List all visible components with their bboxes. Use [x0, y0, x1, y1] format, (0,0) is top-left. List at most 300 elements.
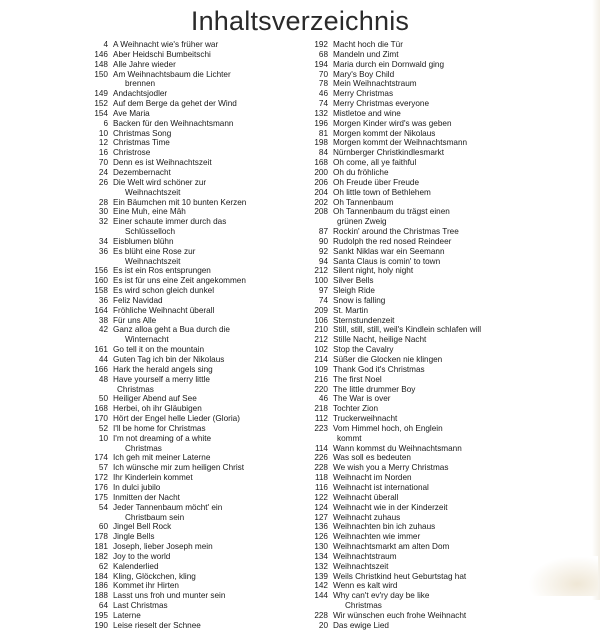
toc-song-title: Oh come, all ye faithful	[333, 158, 417, 168]
toc-entry	[306, 581, 506, 591]
toc-page-number: 102	[314, 345, 328, 355]
toc-song-title: Eisblumen blühn	[113, 236, 174, 246]
toc-entry	[86, 89, 304, 99]
toc-page-number: 6	[103, 118, 108, 128]
toc-page-number	[86, 257, 113, 267]
toc-page-number: 130	[314, 542, 328, 552]
toc-song-title: Christmas Time	[113, 138, 170, 148]
toc-song-title: Jeder Tannenbaum möcht' ein	[113, 502, 223, 512]
toc-entry	[306, 257, 506, 267]
toc-song-title: Wir wünschen euch frohe Weihnacht	[333, 610, 467, 620]
toc-song-title: Oh Tannenbaum du trägst einen	[333, 207, 450, 217]
toc-entry	[306, 552, 506, 562]
toc-page-number: 192	[314, 40, 328, 49]
toc-entry	[86, 365, 304, 375]
toc-song-title: Thank God it's Christmas	[333, 364, 425, 374]
toc-entry-continuation	[86, 257, 304, 267]
toc-entry	[86, 129, 304, 139]
toc-song-title: Weihnachtszeit	[333, 561, 389, 571]
toc-entry	[306, 237, 506, 247]
toc-song-title: In dulci jubilo	[113, 482, 161, 492]
toc-song-title: Lasst uns froh und munter sein	[113, 591, 226, 601]
toc-entry	[86, 276, 304, 286]
toc-song-title: Weihnacht wie in der Kinderzeit	[333, 502, 448, 512]
toc-page-number: 175	[94, 492, 108, 502]
toc-page-number: 12	[98, 138, 108, 148]
toc-entry	[306, 198, 506, 208]
toc-entry	[306, 109, 506, 119]
toc-entry	[86, 552, 304, 562]
toc-song-title: Es ist ein Ros entsprungen	[113, 266, 211, 276]
toc-page-number: 156	[94, 266, 108, 276]
toc-song-title: Es wird schon gleich dunkel	[113, 286, 215, 296]
toc-entry	[86, 355, 304, 365]
toc-entry	[306, 40, 506, 50]
toc-page-number: 84	[318, 148, 328, 158]
toc-entry	[86, 266, 304, 276]
toc-entry-continuation	[86, 444, 304, 454]
toc-page-number: 184	[94, 571, 108, 581]
toc-entry	[306, 572, 506, 582]
toc-page-number: 164	[94, 305, 108, 315]
toc-entry	[306, 70, 506, 80]
toc-song-title: Christmas	[117, 384, 154, 394]
toc-entry	[86, 345, 304, 355]
toc-page-number: 70	[318, 69, 328, 79]
toc-song-title: Rudolph the red nosed Reindeer	[333, 236, 452, 246]
toc-song-title: Silver Bells	[333, 276, 374, 286]
toc-song-title: Guten Tag ich bin der Nikolaus	[113, 355, 225, 364]
toc-page-number: 36	[98, 246, 108, 256]
toc-song-title: Oh little town of Bethlehem	[333, 187, 431, 197]
toc-page-number: 52	[98, 423, 108, 433]
toc-page-number: 154	[94, 108, 108, 118]
toc-entry	[306, 79, 506, 89]
toc-page-number: 223	[314, 423, 328, 433]
toc-song-title: Mary's Boy Child	[333, 69, 395, 79]
toc-song-title: Silent night, holy night	[333, 266, 414, 276]
toc-page-number: 196	[314, 118, 328, 128]
toc-entry	[86, 621, 304, 631]
toc-entry	[86, 453, 304, 463]
toc-entry	[86, 532, 304, 542]
toc-song-title: Ganz alloa geht a Bua durch die	[113, 325, 230, 335]
toc-song-title: Truckerweihnacht	[333, 414, 398, 424]
toc-song-title: Morgen kommt der Nikolaus	[333, 128, 436, 138]
page-title: Inhaltsverzeichnis	[190, 6, 410, 36]
toc-song-title: Weihnachtszeit	[125, 187, 181, 197]
toc-page-number: 127	[314, 512, 328, 522]
toc-entry	[306, 188, 506, 198]
toc-page-number: 150	[94, 69, 108, 79]
toc-song-title: Andachtsjodler	[113, 89, 168, 99]
toc-song-title: Jingle Bells	[113, 532, 155, 542]
toc-page-number: 112	[314, 414, 328, 424]
toc-entry	[306, 473, 506, 483]
toc-entry-continuation	[86, 188, 304, 198]
toc-page-number: 149	[94, 89, 108, 99]
toc-song-title: St. Martin	[333, 305, 369, 315]
toc-page-number: 16	[98, 148, 108, 158]
toc-entry	[306, 424, 506, 434]
toc-song-title: Christrose	[113, 148, 151, 158]
toc-entry	[306, 404, 506, 414]
toc-page-number: 28	[98, 197, 108, 207]
toc-song-title: The little drummer Boy	[333, 384, 416, 394]
toc-page-number	[306, 601, 333, 611]
toc-song-title: Weihnacht im Norden	[333, 473, 412, 483]
toc-page-number: 87	[318, 227, 328, 237]
toc-page-number: 161	[94, 345, 108, 355]
toc-page-number	[86, 335, 113, 345]
toc-page-number: 200	[314, 167, 328, 177]
toc-entry	[306, 385, 506, 395]
toc-entry	[86, 217, 304, 227]
toc-song-title: Sternstundenzeit	[333, 315, 395, 325]
toc-song-title: Was soll es bedeuten	[333, 453, 411, 463]
toc-entry	[306, 178, 506, 188]
toc-page-number: 146	[94, 49, 108, 59]
toc-page-number: 70	[98, 158, 108, 168]
toc-entry	[306, 168, 506, 178]
toc-page-number: 228	[314, 463, 328, 473]
toc-song-title: Weihnachten bin ich zuhaus	[333, 522, 436, 532]
toc-entry	[86, 198, 304, 208]
toc-entry	[86, 493, 304, 503]
toc-entry-continuation	[306, 217, 506, 227]
toc-entry	[86, 375, 304, 385]
toc-page-number: 190	[94, 620, 108, 630]
toc-page-number: 118	[314, 473, 328, 483]
toc-song-title: Joseph, lieber Joseph mein	[113, 542, 213, 552]
toc-entry	[306, 463, 506, 473]
toc-page-number: 116	[314, 482, 328, 492]
toc-page-number	[306, 217, 333, 227]
toc-page-number: 90	[318, 236, 328, 246]
toc-song-title: Herbei, oh ihr Gläubigen	[113, 404, 202, 414]
toc-song-title: Alle Jahre wieder	[113, 59, 176, 69]
toc-page-number: 228	[314, 610, 328, 620]
toc-entry-continuation	[86, 79, 304, 89]
toc-song-title: Stop the Cavalry	[333, 345, 394, 355]
toc-page-number: 220	[314, 384, 328, 394]
toc-song-title: Kalenderlied	[113, 561, 159, 571]
toc-page-number: 36	[98, 295, 108, 305]
toc-page-number: 124	[314, 502, 328, 512]
toc-entry	[86, 581, 304, 591]
toc-entry	[306, 355, 506, 365]
toc-page-number: 42	[98, 325, 108, 335]
toc-page-number: 212	[314, 266, 328, 276]
toc-song-title: Die Welt wird schöner zur	[113, 177, 207, 187]
toc-page-number: 100	[314, 276, 328, 286]
toc-page-number: 139	[314, 571, 328, 581]
toc-entry	[86, 483, 304, 493]
toc-page-number: 20	[318, 620, 328, 630]
toc-entry	[86, 237, 304, 247]
toc-song-title: Feliz Navidad	[113, 295, 163, 305]
toc-page-number: 195	[94, 610, 108, 620]
toc-song-title: Have yourself a merry little	[113, 374, 210, 384]
toc-page-number: 78	[318, 79, 328, 89]
toc-page-number: 46	[318, 89, 328, 99]
toc-entry	[306, 513, 506, 523]
toc-song-title: Christmas	[345, 601, 382, 611]
toc-song-title: Denn es ist Weihnachtszeit	[113, 158, 212, 168]
toc-page-number: 26	[98, 177, 108, 187]
toc-song-title: Last Christmas	[113, 601, 168, 611]
toc-song-title: Merry Christmas everyone	[333, 99, 429, 109]
toc-song-title: Es ist für uns eine Zeit angekommen	[113, 276, 246, 286]
toc-page-number: 34	[98, 236, 108, 246]
toc-song-title: Christmas Song	[113, 128, 172, 138]
toc-page-number: 106	[314, 315, 328, 325]
toc-entry	[86, 473, 304, 483]
toc-page-number: 181	[94, 542, 108, 552]
toc-page-number: 178	[94, 532, 108, 542]
toc-entry	[86, 60, 304, 70]
toc-entry	[306, 453, 506, 463]
toc-entry	[86, 434, 304, 444]
toc-song-title: Sleigh Ride	[333, 286, 375, 296]
toc-song-title: kommt	[337, 433, 362, 443]
toc-page-number: 212	[314, 335, 328, 345]
toc-page-number: 81	[318, 128, 328, 138]
toc-page-number: 206	[314, 177, 328, 187]
toc-page-number	[86, 444, 113, 454]
toc-song-title: Weils Christkind heut Geburtstag hat	[333, 571, 467, 581]
toc-entry	[306, 306, 506, 316]
toc-entry	[306, 119, 506, 129]
toc-song-title: Weihnachten wie immer	[333, 532, 421, 542]
toc-page-number: 172	[94, 473, 108, 483]
toc-entry	[306, 158, 506, 168]
toc-entry-continuation	[86, 513, 304, 523]
toc-song-title: Christbaum sein	[125, 512, 185, 522]
toc-entry	[306, 532, 506, 542]
toc-page-number: 74	[318, 295, 328, 305]
toc-page-number	[306, 434, 333, 444]
toc-song-title: Dezembernacht	[113, 167, 171, 177]
toc-page-number: 158	[94, 286, 108, 296]
toc-song-title: Macht hoch die Tür	[333, 40, 403, 49]
toc-song-title: Ich geh mit meiner Laterne	[113, 453, 211, 463]
toc-page-number: 214	[314, 355, 328, 364]
paper-stain	[528, 556, 598, 596]
toc-entry	[306, 296, 506, 306]
toc-entry	[306, 207, 506, 217]
toc-entry	[86, 503, 304, 513]
toc-page-number: 202	[314, 197, 328, 207]
toc-entry	[306, 522, 506, 532]
toc-entry	[86, 562, 304, 572]
toc-song-title: Für uns Alle	[113, 315, 157, 325]
toc-song-title: Jingel Bell Rock	[113, 522, 172, 532]
toc-song-title: Backen für den Weihnachtsmann	[113, 118, 234, 128]
toc-entry	[306, 562, 506, 572]
toc-song-title: Maria durch ein Dornwald ging	[333, 59, 445, 69]
toc-song-title: Why can't ev'ry day be like	[333, 591, 430, 601]
toc-page-number: 168	[314, 158, 328, 168]
toc-page-number: 226	[314, 453, 328, 463]
toc-song-title: Heiliger Abend auf See	[113, 394, 197, 404]
toc-page-number: 122	[314, 492, 328, 502]
toc-page-number: 62	[98, 561, 108, 571]
toc-right-column	[306, 40, 506, 631]
toc-entry	[306, 621, 506, 631]
toc-entry	[86, 463, 304, 473]
toc-song-title: Einer schaute immer durch das	[113, 217, 227, 227]
toc-page-number: 24	[98, 167, 108, 177]
page-edge-shadow	[592, 0, 600, 600]
toc-page-number: 204	[314, 187, 328, 197]
toc-song-title: Hört der Engel helle Lieder (Gloria)	[113, 414, 240, 424]
toc-song-title: Aber Heidschi Bumbeitschi	[113, 49, 211, 59]
toc-entry	[306, 394, 506, 404]
toc-page-number: 188	[94, 591, 108, 601]
toc-song-title: Ein Bäumchen mit 10 bunten Kerzen	[113, 197, 247, 207]
toc-entry	[86, 207, 304, 217]
toc-page-number: 132	[314, 561, 328, 571]
toc-entry	[86, 99, 304, 109]
toc-page-number: 148	[94, 59, 108, 69]
toc-song-title: Morgen Kinder wird's was geben	[333, 118, 452, 128]
toc-song-title: Weihnacht zuhaus	[333, 512, 401, 522]
toc-entry	[86, 138, 304, 148]
toc-entry	[86, 572, 304, 582]
toc-entry	[86, 414, 304, 424]
toc-entry	[306, 89, 506, 99]
toc-entry	[86, 611, 304, 621]
toc-song-title: Auf dem Berge da gehet der Wind	[113, 99, 237, 109]
toc-song-title: Merry Christmas	[333, 89, 394, 99]
toc-entry	[306, 542, 506, 552]
toc-page-number: 208	[314, 207, 328, 217]
toc-page-number: 60	[98, 522, 108, 532]
toc-song-title: Santa Claus is comin' to town	[333, 256, 441, 266]
toc-page-number	[86, 385, 113, 395]
toc-song-title: Stille Nacht, heilige Nacht	[333, 335, 427, 345]
toc-page-number: 170	[94, 414, 108, 424]
toc-song-title: Wann kommst du Weihnachtsmann	[333, 443, 462, 453]
toc-entry	[86, 40, 304, 50]
toc-page-number: 54	[98, 502, 108, 512]
toc-page-number: 46	[318, 394, 328, 404]
toc-page-number: 216	[314, 374, 328, 384]
toc-song-title: grünen Zweig	[337, 217, 387, 227]
toc-page-number: 57	[98, 463, 108, 473]
toc-page-number: 142	[314, 581, 328, 591]
toc-page-number: 50	[98, 394, 108, 404]
toc-song-title: The War is over	[333, 394, 391, 404]
toc-page-number: 92	[318, 246, 328, 256]
toc-entry	[306, 138, 506, 148]
toc-entry-continuation	[306, 434, 506, 444]
toc-left-column	[86, 40, 304, 631]
toc-entry	[306, 266, 506, 276]
toc-song-title: Weihnacht ist international	[333, 482, 429, 492]
toc-page-number: 136	[314, 522, 328, 532]
toc-entry	[306, 286, 506, 296]
toc-song-title: Oh du fröhliche	[333, 167, 389, 177]
toc-page-number: 126	[314, 532, 328, 542]
toc-song-title: Oh Freude über Freude	[333, 177, 420, 187]
toc-entry	[306, 414, 506, 424]
toc-page-number: 94	[318, 256, 328, 266]
toc-page-number: 30	[98, 207, 108, 217]
toc-page-number: 152	[94, 99, 108, 109]
toc-song-title: Weihnacht überall	[333, 492, 399, 502]
toc-page-number: 74	[318, 99, 328, 109]
toc-page-number: 134	[314, 551, 328, 561]
toc-song-title: Sankt Niklas war ein Seemann	[333, 246, 445, 256]
toc-page-number: 182	[94, 551, 108, 561]
toc-entry	[86, 148, 304, 158]
toc-song-title: I'll be home for Christmas	[113, 423, 206, 433]
toc-entry-continuation	[86, 335, 304, 345]
toc-song-title: We wish you a Merry Christmas	[333, 463, 449, 473]
toc-song-title: Snow is falling	[333, 295, 386, 305]
toc-entry-continuation	[86, 385, 304, 395]
toc-entry	[306, 503, 506, 513]
toc-entry	[86, 306, 304, 316]
toc-song-title: Süßer die Glocken nie klingen	[333, 355, 443, 364]
toc-entry	[86, 109, 304, 119]
toc-song-title: Rockin' around the Christmas Tree	[333, 227, 459, 237]
toc-song-title: Schlüsselloch	[125, 227, 176, 237]
toc-entry	[86, 247, 304, 257]
toc-page-number: 218	[314, 404, 328, 414]
toc-song-title: Nürnberger Christkindlesmarkt	[333, 148, 445, 158]
toc-page-number: 209	[314, 305, 328, 315]
toc-page-number: 174	[94, 453, 108, 463]
toc-page-number: 168	[94, 404, 108, 414]
toc-page-number: 48	[98, 374, 108, 384]
toc-entry	[306, 483, 506, 493]
toc-song-title: Weihnachtszeit	[125, 256, 181, 266]
toc-song-title: Ave Maria	[113, 108, 150, 118]
toc-entry	[306, 375, 506, 385]
toc-entry	[306, 316, 506, 326]
toc-entry	[86, 286, 304, 296]
toc-page-number: 68	[318, 49, 328, 59]
toc-page-number: 176	[94, 482, 108, 492]
toc-song-title: Fröhliche Weihnacht überall	[113, 305, 215, 315]
toc-entry	[86, 119, 304, 129]
toc-song-title: Go tell it on the mountain	[113, 345, 205, 355]
toc-page-number: 160	[94, 276, 108, 286]
toc-song-title: Wenn es kalt wird	[333, 581, 398, 591]
toc-page-number: 198	[314, 138, 328, 148]
toc-page-number: 44	[98, 355, 108, 364]
toc-song-title: Inmitten der Nacht	[113, 492, 180, 502]
toc-song-title: Ich wünsche mir zum heiligen Christ	[113, 463, 245, 473]
toc-page-number: 132	[314, 108, 328, 118]
toc-page-number: 32	[98, 217, 108, 227]
toc-song-title: The first Noel	[333, 374, 382, 384]
toc-page-number: 114	[314, 443, 328, 453]
toc-song-title: Weihnachtstraum	[333, 551, 397, 561]
toc-entry	[306, 493, 506, 503]
toc-song-title: Weihnachtsmarkt am alten Dom	[333, 542, 450, 552]
toc-page-number	[86, 227, 113, 237]
toc-song-title: Leise rieselt der Schnee	[113, 620, 201, 630]
toc-entry	[86, 178, 304, 188]
toc-entry	[306, 335, 506, 345]
toc-song-title: Winternacht	[125, 335, 169, 345]
toc-entry	[86, 296, 304, 306]
toc-entry	[306, 227, 506, 237]
